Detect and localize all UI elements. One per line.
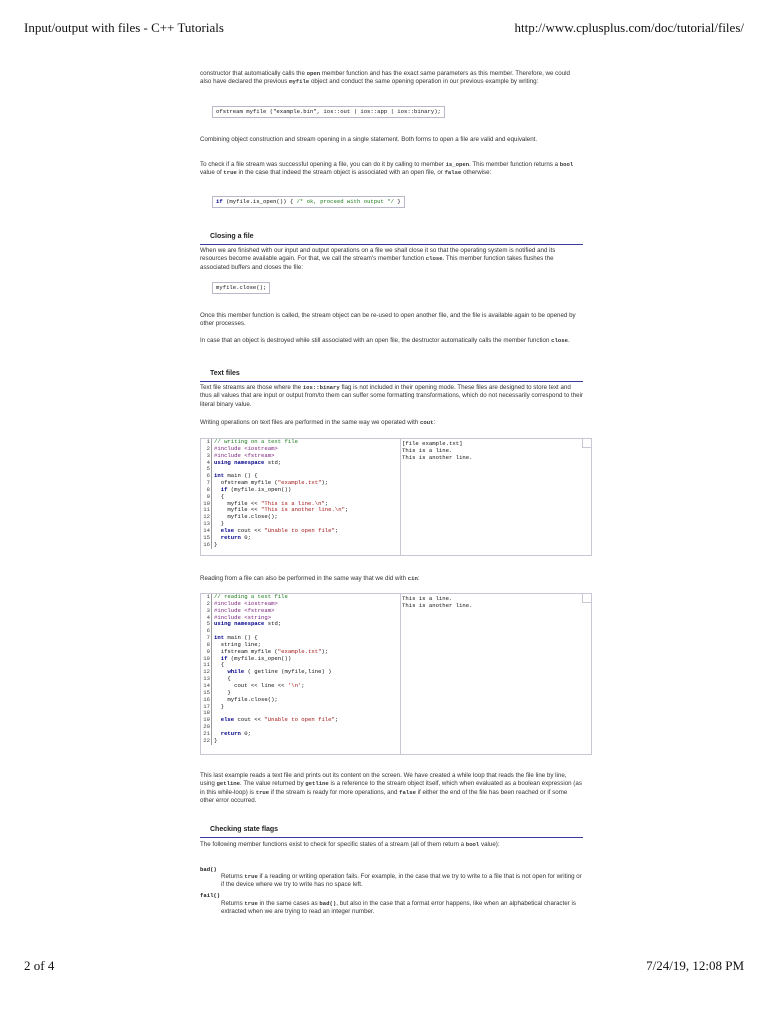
code-text: #include <fstream> bbox=[214, 451, 275, 459]
paragraph-writing-text: Writing operations on text files are performed in the same way we operated with cout: bbox=[200, 419, 436, 426]
code-snippet-ofstream-constructor: ofstream myfile ("example.bin", ios::out | ios::app | ios::binary); bbox=[212, 106, 445, 118]
code-text: ofstream myfile ("example.txt"); bbox=[214, 479, 329, 487]
code-line bbox=[201, 535, 400, 542]
paragraph-getline-explanation: This last example reads a text file and prints out its content on the screen. We have created a while loop that reads the file line by line, using getline. The value returned by getline is a reference to the stream object itself, which when evaluated as a boolean expression (as in this while-loop) is true if the stream is ready for more operations, and false if either the end of the file has been reached or if some other error occurred. bbox=[200, 772, 582, 805]
code-line bbox=[201, 669, 400, 676]
line-number: 8 bbox=[201, 487, 212, 494]
intro-paragraph: constructor that automatically calls the open member function and has the exact same parameters as this member. Therefore, we could also have declared the previous myfile object and conduct the same opening operation in our previous example by writing: bbox=[200, 70, 570, 86]
code-line bbox=[201, 621, 400, 628]
line-number: 6 bbox=[201, 473, 212, 480]
code-text: } bbox=[214, 736, 218, 744]
paragraph-text-file-streams: Text file streams are those where the ios::binary flag is not included in their opening mode. These files are designed to store text and thus all values that are input or output from/to them can suffer some formatting transformations, which do not necessarily correspond to their literal binary value. bbox=[200, 384, 584, 408]
line-number: 10 bbox=[201, 501, 212, 508]
code-line bbox=[201, 731, 400, 738]
line-number: 8 bbox=[201, 642, 212, 649]
paragraph-is-open: To check if a file stream was successful opening a file, you can do it by calling to member is_open. This member function returns a bool value of true in the case that indeed the stream object is associated with an open file, or false otherwise: bbox=[200, 161, 574, 177]
line-number: 3 bbox=[201, 453, 212, 460]
paragraph-state-flags-intro: The following member functions exist to check for specific states of a stream (all of them return a bool value): bbox=[200, 841, 500, 848]
line-number: 15 bbox=[201, 535, 212, 542]
section-heading-text-files: Text files bbox=[200, 369, 583, 382]
code-line bbox=[201, 704, 400, 711]
line-number: 15 bbox=[201, 690, 212, 697]
page-footer-page-number: 2 of 4 bbox=[24, 958, 55, 973]
code-line bbox=[201, 460, 400, 467]
line-number: 14 bbox=[201, 683, 212, 690]
example-corner-handle[interactable] bbox=[582, 594, 591, 603]
code-snippet-is-open: if (myfile.is_open()) { /* ok, proceed with output */ } bbox=[212, 196, 405, 208]
line-number: 16 bbox=[201, 542, 212, 549]
example-output-panel: [file example.txt] This is a line. This is another line. bbox=[402, 440, 473, 461]
page-footer-datetime: 7/24/19, 12:08 PM bbox=[646, 958, 744, 973]
line-number: 20 bbox=[201, 724, 212, 731]
line-number: 1 bbox=[201, 439, 212, 446]
line-number: 2 bbox=[201, 446, 212, 453]
line-number: 11 bbox=[201, 662, 212, 669]
code-text: int main () { bbox=[214, 634, 258, 642]
example-code-panel bbox=[201, 439, 401, 555]
line-number: 5 bbox=[201, 466, 212, 473]
section-heading-closing-a-file: Closing a file bbox=[200, 232, 583, 245]
paragraph-reading-text: Reading from a file can also be performed in the same way that we did with cin: bbox=[200, 575, 420, 582]
line-number: 5 bbox=[201, 621, 212, 628]
line-number: 13 bbox=[201, 521, 212, 528]
code-text: return 0; bbox=[220, 533, 251, 541]
line-number: 21 bbox=[201, 731, 212, 738]
line-number: 14 bbox=[201, 528, 212, 535]
code-text: return 0; bbox=[220, 729, 251, 737]
line-number: 12 bbox=[201, 669, 212, 676]
page-header-title: Input/output with files - C++ Tutorials bbox=[24, 20, 224, 35]
code-line bbox=[201, 514, 400, 521]
example-corner-handle[interactable] bbox=[582, 439, 591, 448]
code-text: ifstream myfile ("example.txt"); bbox=[214, 647, 329, 655]
example-output-panel: This is a line. This is another line. bbox=[402, 595, 473, 609]
line-number: 3 bbox=[201, 608, 212, 615]
line-number: 22 bbox=[201, 738, 212, 745]
line-number: 16 bbox=[201, 697, 212, 704]
line-number: 9 bbox=[201, 494, 212, 501]
code-text: #include <iostream> bbox=[214, 599, 278, 607]
line-number: 13 bbox=[201, 676, 212, 683]
code-text: { bbox=[214, 492, 225, 500]
page-header-url[interactable]: http://www.cplusplus.com/doc/tutorial/files/ bbox=[514, 20, 744, 35]
description-fail: Returns true in the same cases as bad(), but also in the case that a format error happens, like when an alphabetical character is extracted when we are trying to read an integer number. bbox=[221, 900, 576, 916]
line-number: 17 bbox=[201, 704, 212, 711]
line-number: 4 bbox=[201, 615, 212, 622]
code-text: myfile.close(); bbox=[214, 695, 278, 703]
code-text: } bbox=[214, 688, 231, 696]
paragraph-closing: When we are finished with our input and output operations on a file we shall close it so that the operating system is notified and its resources become available again. For that, we call the stream's member function close. This member function takes flushes the associated buffers and closes the file: bbox=[200, 247, 556, 271]
code-text: cout << line << '\n'; bbox=[214, 681, 305, 689]
paragraph-reuse-stream: Once this member function is called, the stream object can be re-used to open another file, and the file is available again to be opened by other processes. bbox=[200, 312, 576, 328]
line-number: 10 bbox=[201, 656, 212, 663]
line-number: 7 bbox=[201, 635, 212, 642]
code-text: // writing on a text file bbox=[214, 438, 298, 445]
code-text: if (myfile.is_open()) bbox=[220, 654, 292, 662]
code-text: myfile.close(); bbox=[214, 513, 278, 521]
code-text: if (myfile.is_open()) bbox=[220, 485, 292, 493]
code-text: { bbox=[214, 661, 225, 669]
code-text: #include <iostream> bbox=[214, 444, 278, 452]
line-number: 1 bbox=[201, 594, 212, 601]
line-number: 11 bbox=[201, 507, 212, 514]
code-line bbox=[201, 683, 400, 690]
code-line bbox=[201, 717, 400, 724]
code-text: } bbox=[214, 520, 225, 528]
code-text: // reading a text file bbox=[214, 593, 288, 600]
line-number: 19 bbox=[201, 717, 212, 724]
code-text: string line; bbox=[214, 640, 261, 648]
code-text: } bbox=[214, 540, 218, 548]
code-line bbox=[201, 738, 400, 745]
code-line bbox=[201, 487, 400, 494]
code-line bbox=[201, 542, 400, 549]
section-heading-checking-state-flags: Checking state flags bbox=[200, 825, 583, 838]
code-snippet-close: myfile.close(); bbox=[212, 282, 270, 294]
description-bad: Returns true if a reading or writing operation fails. For example, in the case that we try to write to a file that is not open for writing or if the device where we try to write has no space left. bbox=[221, 873, 582, 889]
code-text: else cout << "Unable to open file"; bbox=[220, 526, 339, 534]
code-text: myfile << "This is another line.\n"; bbox=[214, 506, 349, 514]
code-line bbox=[201, 697, 400, 704]
line-number: 6 bbox=[201, 628, 212, 635]
line-number: 4 bbox=[201, 460, 212, 467]
code-text: } bbox=[214, 702, 225, 710]
code-text: using namespace std; bbox=[214, 458, 282, 466]
code-text: myfile << "This is a line.\n"; bbox=[214, 499, 329, 507]
code-text: else cout << "Unable to open file"; bbox=[220, 716, 339, 724]
line-number: 12 bbox=[201, 514, 212, 521]
example-reading-text-file bbox=[200, 593, 592, 755]
example-code-panel bbox=[201, 594, 401, 754]
example-writing-text-file bbox=[200, 438, 592, 556]
code-text: #include <string> bbox=[214, 613, 272, 621]
code-text: #include <fstream> bbox=[214, 606, 275, 614]
line-number: 18 bbox=[201, 710, 212, 717]
code-line bbox=[201, 656, 400, 663]
paragraph-combining: Combining object construction and stream opening in a single statement. Both forms to open a file are valid and equivalent. bbox=[200, 136, 538, 143]
code-text: using namespace std; bbox=[214, 620, 282, 628]
line-number: 7 bbox=[201, 480, 212, 487]
line-number: 9 bbox=[201, 649, 212, 656]
code-text: while ( getline (myfile,line) ) bbox=[227, 668, 332, 676]
code-text: { bbox=[214, 675, 231, 683]
term-bad: bad() bbox=[200, 866, 217, 873]
code-text: int main () { bbox=[214, 472, 258, 480]
line-number: 2 bbox=[201, 601, 212, 608]
paragraph-destructor: In case that an object is destroyed while still associated with an open file, the destructor automatically calls the member function close. bbox=[200, 337, 570, 344]
term-fail: fail() bbox=[200, 892, 221, 899]
